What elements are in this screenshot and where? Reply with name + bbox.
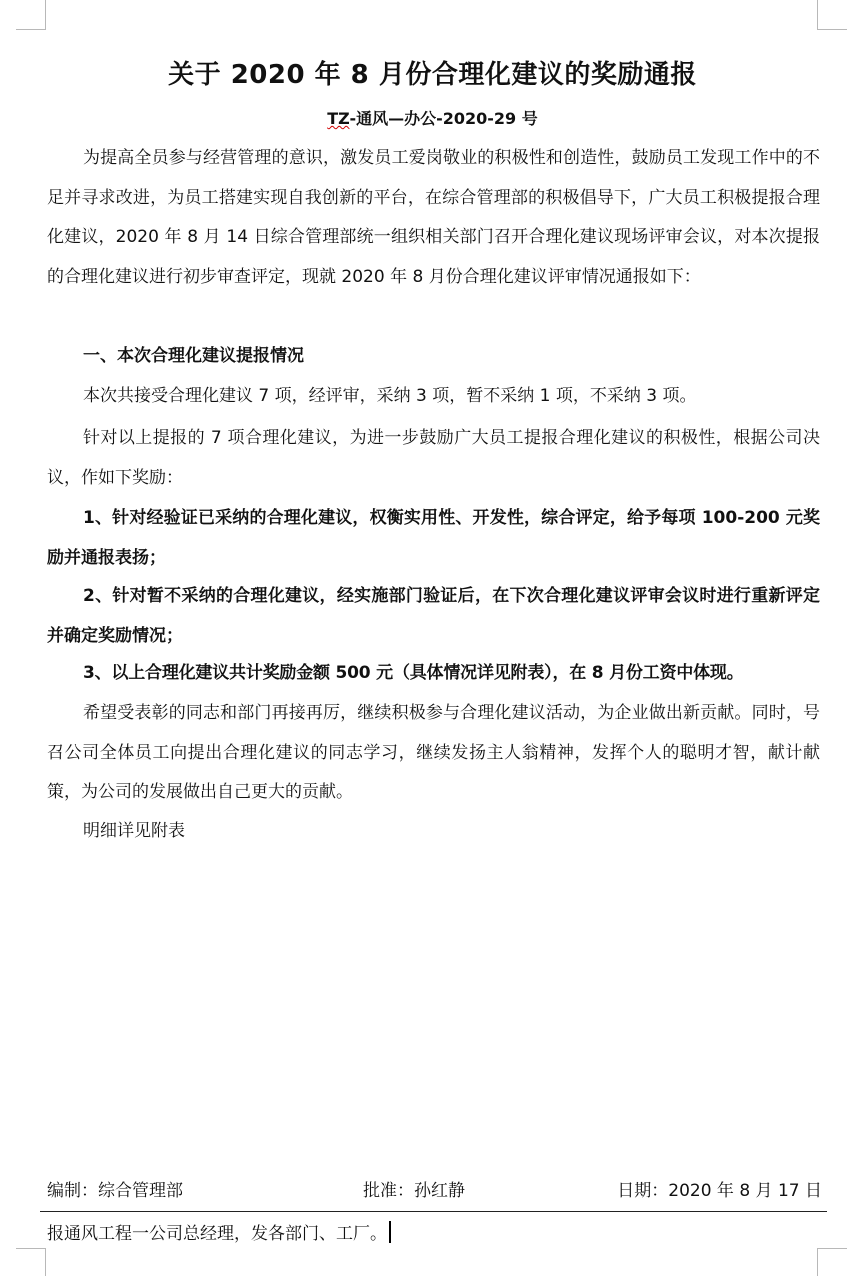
reward-item-2-block [47, 577, 820, 656]
document-number-prefix: TZ [327, 109, 350, 128]
reward-item-3[interactable]: 3、以上合理化建议共计奖励金额 500 元（具体情况详见附表），在 8 月份工资中体现。 [83, 663, 744, 683]
footer-approver[interactable]: 批准：孙红静 [363, 1181, 465, 1201]
page-corner-mark-bottom-right [817, 1248, 847, 1276]
detail-note[interactable]: 明细详见附表 [83, 821, 185, 841]
footer-date[interactable]: 日期：2020 年 8 月 17 日 [617, 1181, 822, 1201]
detail-note-block [47, 812, 820, 852]
section-1-stats-block [47, 377, 820, 417]
reward-item-1[interactable]: 1、针对经验证已采纳的合理化建议，权衡实用性、开发性，综合评定，给予每项 100-200 元奖励并通报表扬； [47, 508, 820, 568]
document-title[interactable]: 关于 2020 年 8 月份合理化建议的奖励通报 [168, 60, 697, 90]
section-1-heading-block [47, 337, 820, 377]
reward-item-3-block [47, 654, 820, 694]
section-1-reward-intro[interactable]: 针对以上提报的 7 项合理化建议，为进一步鼓励广大员工提报合理化建议的积极性，根据公司决议，作如下奖励： [47, 428, 820, 488]
section-1-reward-intro-block [47, 419, 820, 498]
closing-paragraph[interactable]: 希望受表彰的同志和部门再接再厉，继续积极参与合理化建议活动，为企业做出新贡献。同时，号召公司全体员工向提出合理化建议的同志学习，继续发扬主人翁精神，发挥个人的聪明才智，献计献策，为公司的发展做出自己更大的贡献。 [47, 703, 820, 802]
signature-line [47, 1173, 822, 1209]
page-corner-mark-top-left [16, 0, 46, 30]
footer-divider [40, 1211, 827, 1212]
closing-paragraph-block [47, 694, 820, 813]
page-corner-mark-top-right [817, 0, 847, 30]
page-corner-mark-bottom-left [16, 1248, 46, 1276]
reward-item-1-block [47, 499, 820, 578]
distribution-line[interactable] [47, 1216, 391, 1252]
reward-item-2[interactable]: 2、针对暂不采纳的合理化建议，经实施部门验证后，在下次合理化建议评审会议时进行重新评定并确定奖励情况； [47, 586, 820, 646]
footer-editor[interactable]: 编制：综合管理部 [47, 1181, 183, 1201]
section-1-heading[interactable]: 一、本次合理化建议提报情况 [83, 346, 304, 366]
document-number[interactable] [0, 106, 865, 129]
section-1-stats[interactable]: 本次共接受合理化建议 7 项，经评审，采纳 3 项，暂不采纳 1 项，不采纳 3 项。 [83, 386, 697, 406]
intro-paragraph[interactable]: 为提高全员参与经营管理的意识，激发员工爱岗敬业的积极性和创造性，鼓励员工发现工作中的不足并寻求改进，为员工搭建实现自我创新的平台，在综合管理部的积极倡导下，广大员工积极提报合理化建议，2020 年 8 月 14 日综合管理部统一组织相关部门召开合理化建议现场评审会议，对本次提报的合理化建议进行初步审查评定，现就 2020 年 8 月份合理化建议评审情况通报如下： [47, 148, 820, 287]
distribution-text[interactable]: 报通风工程一公司总经理，发各部门、工厂。 [47, 1224, 387, 1244]
text-cursor [389, 1221, 391, 1243]
intro-paragraph-block [47, 139, 820, 297]
document-number-rest: -通风—办公-2020-29 号 [349, 109, 538, 128]
